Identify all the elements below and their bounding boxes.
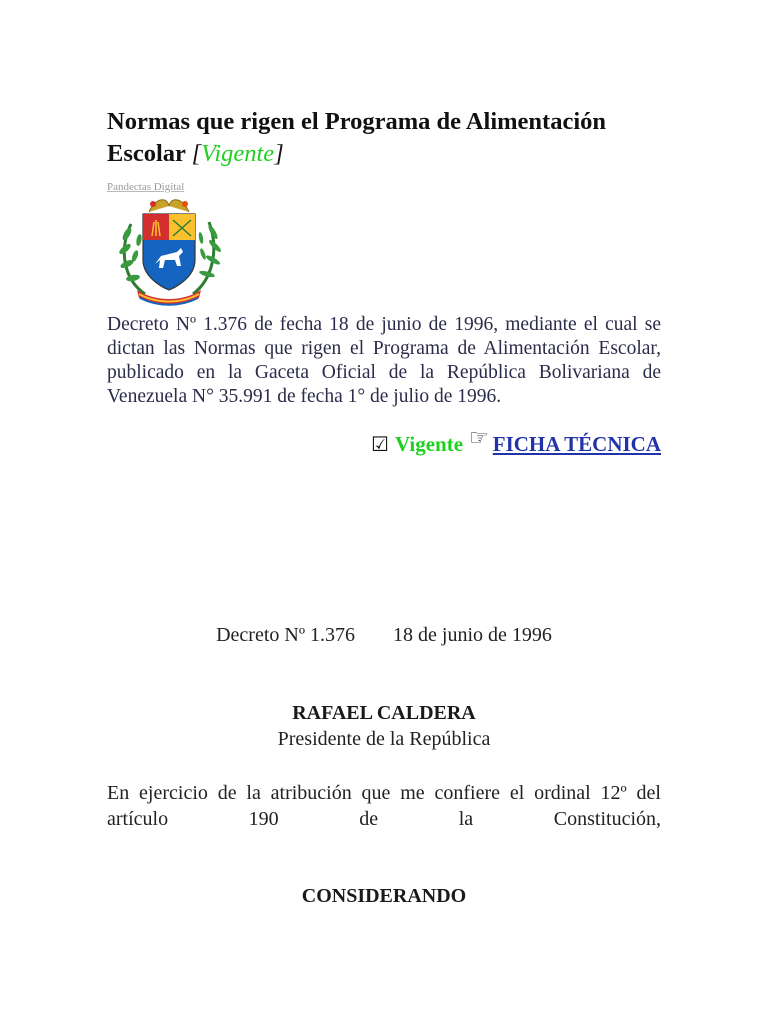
signatory-name: RAFAEL CALDERA [292,702,476,724]
status-bracket-close: ] [274,140,284,167]
decree-summary: Decreto Nº 1.376 de fecha 18 de junio de 1996, mediante el cual se dictan las Normas que rigen el Programa de Alimentación Escolar, publicado en la Gaceta Oficial de la República Bolivariana de Venezuela N° 35.991 de fecha 1° de julio de 1996. [107,314,661,407]
decree-header [107,622,661,648]
title-status [192,140,284,167]
status-bracket-open: [ [191,140,202,167]
title-status-word: Vigente [201,140,275,167]
decree-number: Decreto Nº 1.376 [216,624,356,646]
title-text: Normas que rigen el Programa de Alimentación Escolar [107,108,607,167]
preamble-paragraph: En ejercicio de la atribución que me confiere el ordinal 12º del artículo 190 de la Constitución, [107,782,661,830]
pandectas-digital-link[interactable]: Pandectas Digital [107,181,185,193]
decree-date: 18 de junio de 1996 [393,624,552,646]
vigente-label: Vigente [394,432,464,456]
coat-of-arms-icon [115,194,223,312]
ficha-tecnica-link[interactable]: FICHA TÉCNICA [492,432,661,456]
pointing-hand-icon: ☞ [469,426,489,451]
section-heading-considerando: CONSIDERANDO [301,885,467,907]
document-title [107,106,661,170]
status-line [371,426,661,459]
signatory-role: Presidente de la República [277,728,491,750]
check-box-icon: ☑ [371,432,389,456]
